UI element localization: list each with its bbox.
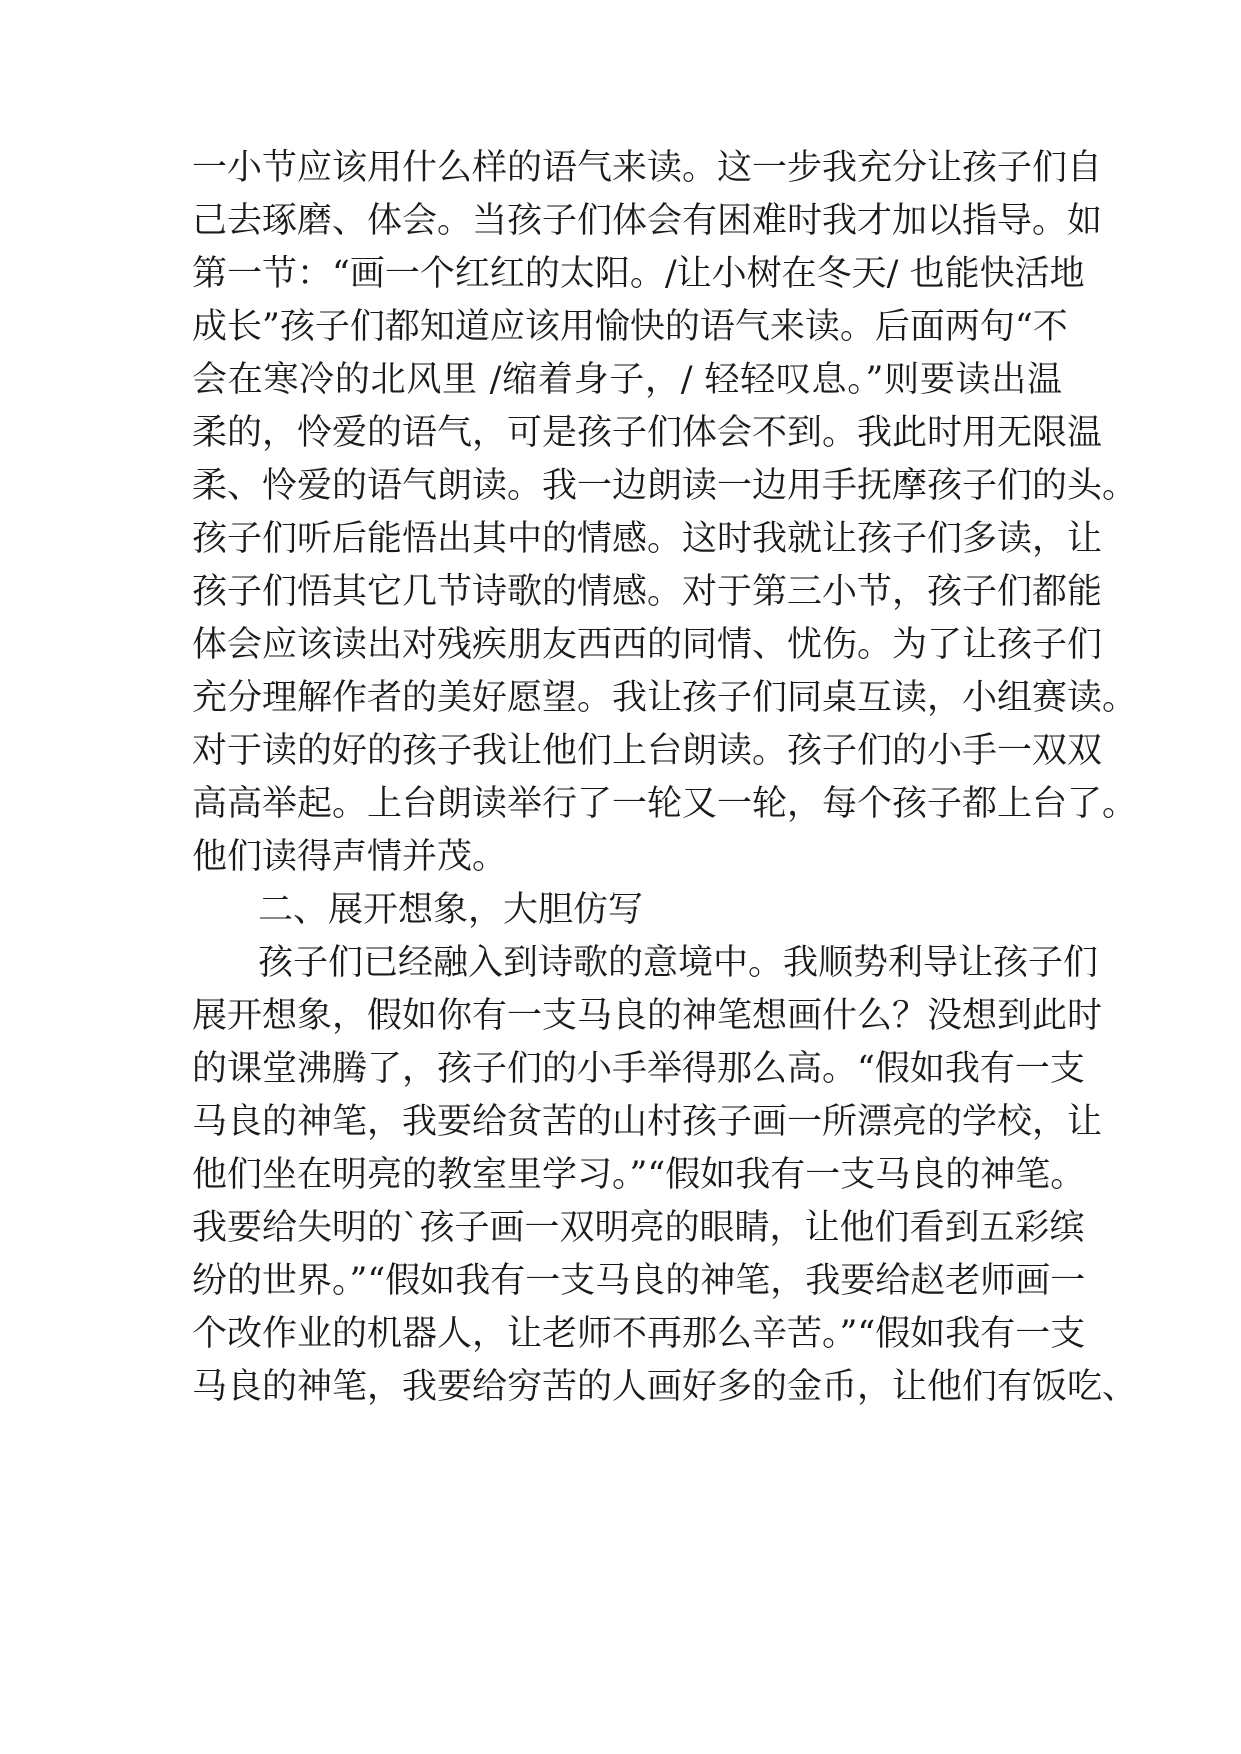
text-line: 高高举起。上台朗读举行了一轮又一轮，每个孩子都上台了。: [192, 784, 1138, 824]
text-line: 个改作业的机器人，让老师不再那么辛苦。”“假如我有一支: [192, 1314, 1086, 1354]
text-line: 会在寒冷的北风里 /缩着身子，/ 轻轻叹息。”则要读出温: [192, 360, 1062, 400]
text-line: 柔、怜爱的语气朗读。我一边朗读一边用手抚摩孩子们的头。: [192, 466, 1138, 506]
text-line: 充分理解作者的美好愿望。我让孩子们同桌互读，小组赛读。: [192, 678, 1138, 718]
text-line: 展开想象，假如你有一支马良的神笔想画什么？没想到此时: [192, 996, 1103, 1036]
text-line: 己去琢磨、体会。当孩子们体会有困难时我才加以指导。如: [192, 201, 1103, 241]
text-line: 孩子们悟其它几节诗歌的情感。对于第三小节，孩子们都能: [192, 572, 1103, 612]
text-line: 他们坐在明亮的教室里学习。”“假如我有一支马良的神笔。: [192, 1155, 1086, 1195]
text-line: 体会应该读出对残疾朋友西西的同情、忧伤。为了让孩子们: [192, 625, 1103, 665]
text-line: 孩子们听后能悟出其中的情感。这时我就让孩子们多读，让: [192, 519, 1103, 559]
text-line: 纷的世界。”“假如我有一支马良的神笔，我要给赵老师画一: [192, 1261, 1086, 1301]
section-heading: 二、展开想象，大胆仿写: [258, 890, 644, 930]
text-line: 马良的神笔，我要给穷苦的人画好多的金币，让他们有饭吃、: [192, 1367, 1138, 1407]
text-line: 对于读的好的孩子我让他们上台朗读。孩子们的小手一双双: [192, 731, 1103, 771]
text-line: 第一节：“画一个红红的太阳。/让小树在冬天/ 也能快活地: [192, 254, 1085, 294]
paragraph-first-line: 孩子们已经融入到诗歌的意境中。我顺势利导让孩子们: [258, 943, 1099, 983]
text-line: 成长”孩子们都知道应该用愉快的语气来读。后面两句“不: [192, 307, 1068, 347]
text-line: 柔的，怜爱的语气，可是孩子们体会不到。我此时用无限温: [192, 413, 1103, 453]
text-line: 的课堂沸腾了，孩子们的小手举得那么高。“假如我有一支: [192, 1049, 1085, 1089]
text-line: 一小节应该用什么样的语气来读。这一步我充分让孩子们自: [192, 148, 1103, 188]
text-line: 马良的神笔，我要给贫苦的山村孩子画一所漂亮的学校，让: [192, 1102, 1103, 1142]
text-line: 我要给失明的`孩子画一双明亮的眼睛，让他们看到五彩缤: [192, 1208, 1085, 1248]
text-line: 他们读得声情并茂。: [192, 837, 508, 877]
